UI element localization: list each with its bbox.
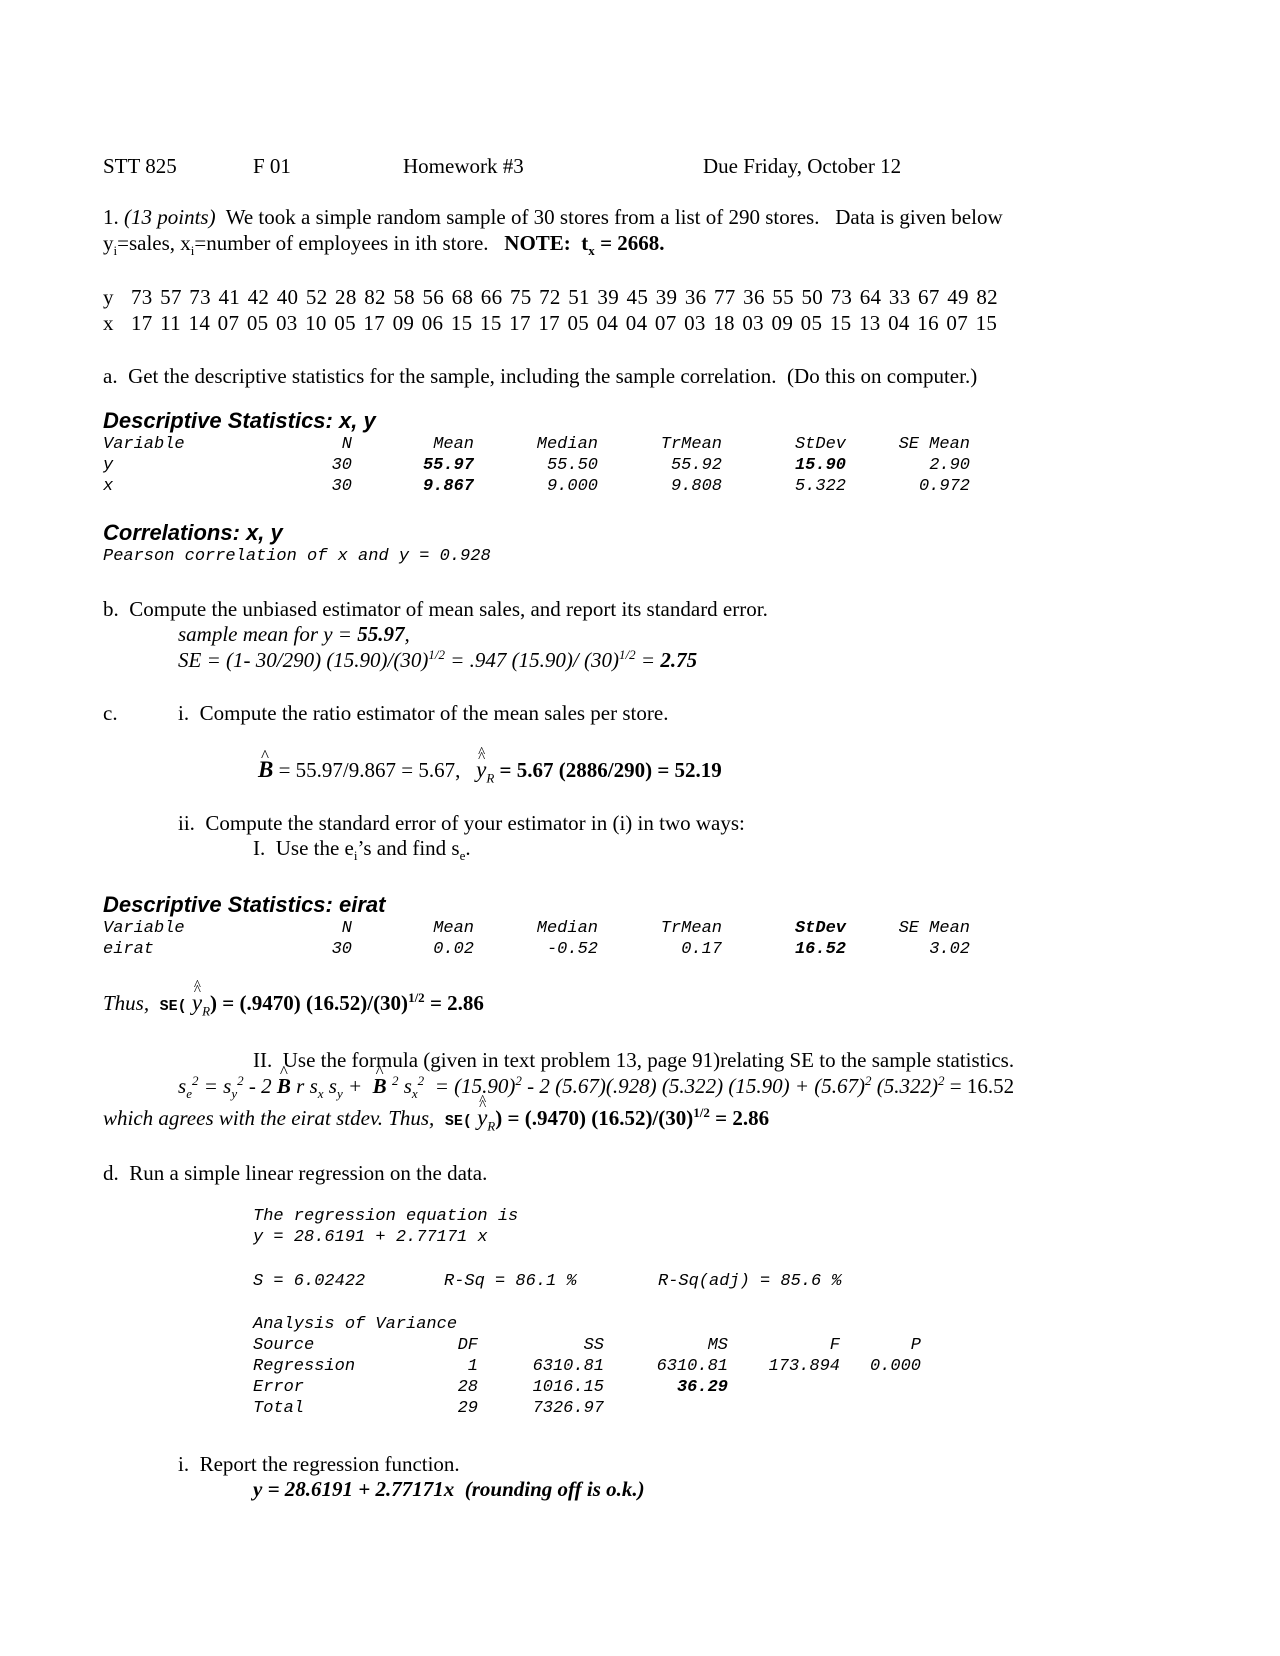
- desc-row-x-semean: 0.972: [918, 477, 970, 496]
- eirat-header-median: Median: [536, 919, 598, 938]
- x-label: x: [103, 311, 114, 335]
- desc-row-y-semean: 2.90: [929, 456, 970, 475]
- eirat-row-median: -0.52: [546, 940, 598, 959]
- anova-row-error-ss: 1016.15: [532, 1378, 604, 1397]
- regression-answer: y = 28.6191 + 2.77171x (rounding off is o.k.): [253, 1477, 645, 1501]
- b-hat-symbol-3: ^ B: [373, 1073, 387, 1099]
- part-c-i-text: i. Compute the ratio estimator of the mean sales per store.: [178, 701, 669, 725]
- ratio-eq-part1: = 55.97/9.867 = 5.67,: [273, 758, 477, 782]
- desc-header-variable: Variable: [103, 435, 185, 454]
- anova-header-df: DF: [457, 1336, 478, 1355]
- anova-row-regression-f: 173.894: [768, 1357, 840, 1376]
- s-value: S = 6.02422: [253, 1272, 366, 1291]
- y-hat-r-symbol: ^ $y_R$ ^: [476, 757, 494, 783]
- y-hat-r-symbol-2: ^ $y_R$ ^: [192, 990, 210, 1016]
- agrees-line: which agrees with the eirat stdev. Thus, SE( ^ $y_R$ ^) = (.9470) $(16.52)/(30)^{1/2} = 2.86$: [103, 1105, 769, 1135]
- eirat-header-mean: Mean: [433, 919, 474, 938]
- part-c-ii-text: ii. Compute the standard error of your estimator in (i) in two ways:: [178, 811, 745, 835]
- desc-row-x-median: 9.000: [546, 477, 598, 496]
- thus-label: Thus,: [103, 991, 160, 1015]
- desc-row-y-mean: 55.97: [422, 456, 474, 475]
- q1-note: NOTE: $t_x = 2668$.: [504, 231, 665, 259]
- course-code: STT 825: [103, 154, 177, 178]
- desc-header-mean: Mean: [433, 435, 474, 454]
- anova-row-regression-source: Regression: [253, 1357, 356, 1376]
- part-d-i-text: i. Report the regression function.: [178, 1452, 460, 1476]
- part-c-I-b: ’s and find s: [357, 836, 460, 860]
- formula-part3: (5.322): [871, 1074, 938, 1098]
- agrees-part2: ) = (.9470) (16.52)/(30): [495, 1106, 694, 1130]
- desc-stats-heading: Descriptive Statistics: x, y: [103, 408, 376, 433]
- ratio-eq-part2: = 5.67 (2886/290) = 52.19: [494, 758, 722, 782]
- homework-title: Homework #3: [403, 154, 524, 178]
- desc-row-x-trmean: 9.808: [670, 477, 722, 496]
- q1-defs-text2: =number of employees in ith store.: [194, 231, 505, 255]
- eirat-row-trmean: 0.17: [681, 940, 722, 959]
- anova-row-error-ms: 36.29: [676, 1378, 728, 1397]
- se-formula: $s_e^2 = s_y^2 - 2$ ^ B r $s_x$ $s_y$ + ^ B $^2$ $s_x^2 = (15.90)^2 - 2$ (5.67)(.928) (5.322) $(15.90) + (5.67)^2$ $(5.322)^2 = 16.52$: [178, 1073, 1014, 1099]
- desc-row-y-trmean: 55.92: [670, 456, 722, 475]
- due-date: Due Friday, October 12: [703, 154, 902, 178]
- regression-eq-line2: y = 28.6191 + 2.77171 x: [253, 1228, 488, 1247]
- anova-header-p: P: [910, 1336, 921, 1355]
- eirat-heading: Descriptive Statistics: eirat: [103, 892, 386, 917]
- correlation-text: Pearson correlation of x and y = 0.928: [103, 547, 491, 566]
- part-a-text: a. Get the descriptive statistics for the sample, including the sample correlation. (Do this on computer.): [103, 364, 978, 388]
- anova-header-ss: SS: [583, 1336, 604, 1355]
- part-c-II-text: II. Use the formula (given in text problem 13, page 91)relating SE to the sample statistics.: [253, 1048, 1015, 1072]
- part-c-I-text: I. Use the $e_i’s$ and find $s_e$.: [253, 836, 471, 864]
- se-label-2: SE(: [444, 1113, 472, 1130]
- b-hat-symbol-2: ^ B: [277, 1073, 291, 1099]
- eirat-header-stdev: StDev: [794, 919, 846, 938]
- desc-header-trmean: TrMean: [660, 435, 722, 454]
- anova-header-ms: MS: [707, 1336, 728, 1355]
- anova-row-error-df: 28: [457, 1378, 478, 1397]
- b-hat-symbol: ^ B: [258, 757, 273, 783]
- se-exp-1: 1/2: [428, 647, 446, 662]
- q1-note-text: NOTE: t: [504, 231, 589, 255]
- eirat-row-n: 30: [331, 940, 352, 959]
- eirat-header-variable: Variable: [103, 919, 185, 938]
- q1-intro-text: We took a simple random sample of 30 stores from a list of 290 stores. Data is given below: [215, 205, 1003, 229]
- anova-row-regression-ss: 6310.81: [532, 1357, 604, 1376]
- q1-defs: $y_i=sales$, $x_i=number$ of employees in ith store. NOTE: $t_x = 2668$.: [103, 231, 665, 259]
- se-line-part1: SE = (1- 30/290) (15.90)/(30): [178, 648, 429, 672]
- r-sq-adj: R-Sq(adj) = 85.6 %: [658, 1272, 842, 1291]
- se-exp-2: 1/2: [619, 647, 636, 662]
- eirat-header-semean: SE Mean: [898, 919, 970, 938]
- eirat-header-n: N: [341, 919, 352, 938]
- q1-note-value: = 2668.: [594, 231, 665, 255]
- desc-row-x-mean: 9.867: [422, 477, 474, 496]
- y-values: 73 57 73 41 42 40 52 28 82 58 56 68 66 75 72 51 39 45 39 36 77 36 55 50 73 64 33 67 49 82: [131, 285, 998, 309]
- sample-mean-label: sample mean for y =: [178, 622, 358, 646]
- part-d-text: d. Run a simple linear regression on the data.: [103, 1161, 488, 1185]
- anova-header-f: F: [829, 1336, 840, 1355]
- part-c-I-c: .: [465, 836, 471, 860]
- desc-row-x-n: 30: [331, 477, 352, 496]
- anova-row-regression-df: 1: [467, 1357, 478, 1376]
- sample-mean-comma: ,: [404, 622, 410, 646]
- se-line-part3: =: [635, 648, 661, 672]
- correlations-heading: Correlations: x, y: [103, 520, 283, 545]
- part-b-text: b. Compute the unbiased estimator of mean sales, and report its standard error.: [103, 597, 768, 621]
- desc-row-y-median: 55.50: [546, 456, 598, 475]
- anova-row-total-source: Total: [253, 1399, 305, 1418]
- formula-part1: = (15.90): [429, 1074, 516, 1098]
- sample-mean-value: 55.97: [357, 622, 405, 646]
- agrees-value: = 2.86: [709, 1106, 770, 1130]
- anova-row-error-source: Error: [253, 1378, 305, 1397]
- anova-row-total-ss: 7326.97: [532, 1399, 604, 1418]
- q1-number: 1.: [103, 205, 124, 229]
- term: F 01: [253, 154, 291, 178]
- desc-row-y-n: 30: [331, 456, 352, 475]
- ratio-estimator-equation: [258, 757, 722, 786]
- q1-defs-text: =sales, x: [117, 231, 191, 255]
- x-values: 17 11 14 07 05 03 10 05 17 09 06 15 15 17 17 05 04 04 07 03 18 03 09 05 15 13 04 16 07 15: [131, 311, 998, 335]
- anova-header-source: Source: [253, 1336, 315, 1355]
- se-label-1: SE(: [159, 998, 187, 1015]
- y-label: y: [103, 285, 114, 309]
- formula-result: = 16.52: [944, 1074, 1015, 1098]
- anova-title: Analysis of Variance: [253, 1315, 458, 1334]
- anova-row-regression-p: 0.000: [869, 1357, 921, 1376]
- desc-row-x-variable: x: [103, 477, 114, 496]
- thus-se-line: Thus, SE( ^ $y_R$ ^) = (.9470) $(16.52)/(30)^{1/2} = 2.86$: [103, 990, 484, 1020]
- eirat-row-semean: 3.02: [929, 940, 970, 959]
- agrees-text: which agrees with the eirat stdev. Thus,: [103, 1106, 445, 1130]
- eirat-row-variable: eirat: [103, 940, 155, 959]
- desc-row-y-variable: y: [103, 456, 114, 475]
- q1-intro: [103, 204, 1003, 230]
- eirat-header-trmean: TrMean: [660, 919, 722, 938]
- desc-header-semean: SE Mean: [898, 435, 970, 454]
- anova-row-total-df: 29: [457, 1399, 478, 1418]
- thus-se-value: = 2.86: [424, 991, 484, 1015]
- desc-row-x-stdev: 5.322: [794, 477, 846, 496]
- se-line: [178, 647, 697, 673]
- desc-header-median: Median: [536, 435, 598, 454]
- r-sq: R-Sq = 86.1 %: [444, 1272, 577, 1291]
- eirat-row-mean: 0.02: [433, 940, 474, 959]
- part-c-I-a: I. Use the e: [253, 836, 354, 860]
- y-hat-r-symbol-3: ^ $y_R$ ^: [477, 1105, 495, 1131]
- desc-header-stdev: StDev: [794, 435, 846, 454]
- part-c-label: c.: [103, 701, 118, 725]
- regression-eq-line1: The regression equation is: [253, 1207, 519, 1226]
- thus-se-part2: ) = (.9470) (16.52)/(30): [210, 991, 409, 1015]
- eirat-row-stdev: 16.52: [794, 940, 846, 959]
- formula-part2: - 2 (5.67)(.928) (5.322) (15.90) + (5.67): [521, 1074, 865, 1098]
- desc-row-y-stdev: 15.90: [794, 456, 846, 475]
- se-value: 2.75: [660, 648, 698, 672]
- sample-mean-line: [178, 621, 410, 647]
- anova-row-regression-ms: 6310.81: [656, 1357, 728, 1376]
- q1-points: (13 points): [124, 205, 216, 229]
- se-line-part2: = .947 (15.90)/ (30): [445, 648, 619, 672]
- desc-header-n: N: [341, 435, 352, 454]
